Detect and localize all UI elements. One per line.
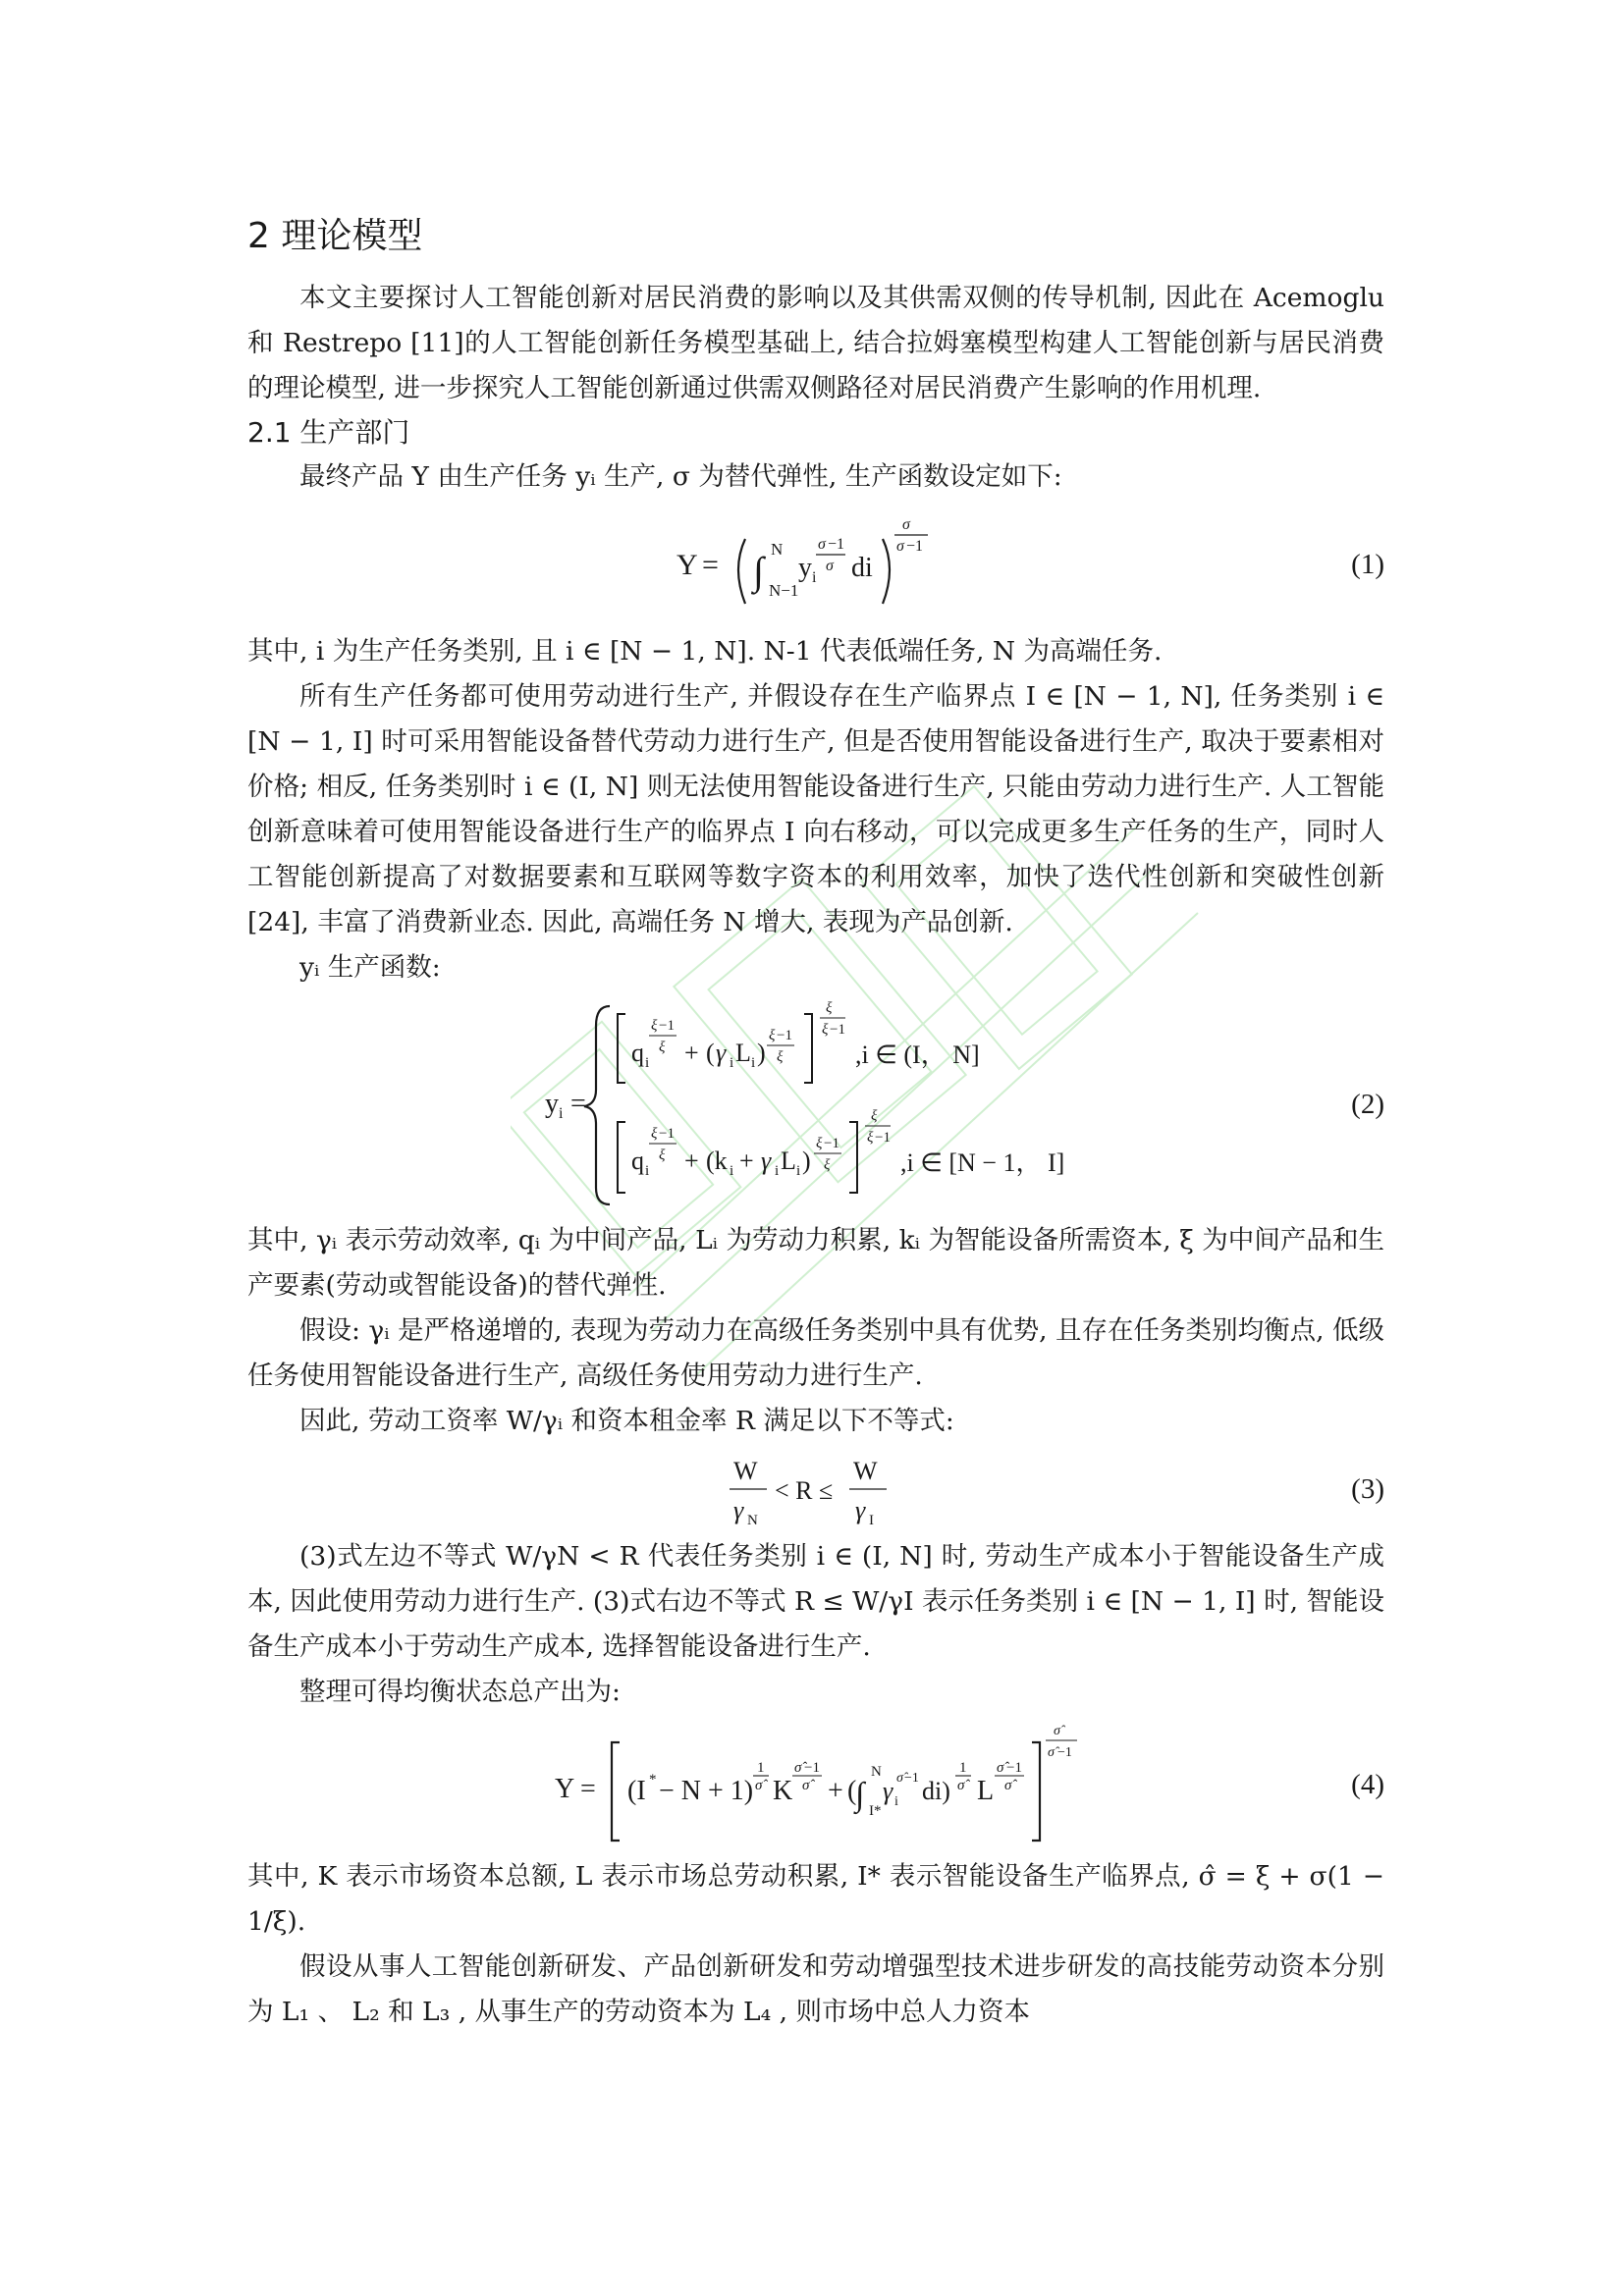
svg-text:γ: γ [855, 1496, 866, 1524]
svg-text:*: * [649, 1772, 657, 1788]
svg-text:∫: ∫ [855, 1777, 865, 1813]
svg-text:ξ: ξ [824, 1157, 831, 1173]
svg-text:σ̂: σ̂ [896, 1771, 903, 1786]
svg-text:ξ: ξ [826, 1000, 833, 1016]
svg-text:+: + [684, 1147, 699, 1175]
svg-text:1: 1 [959, 1760, 967, 1776]
svg-text:,i ∈ (I， N]: ,i ∈ (I， N] [855, 1041, 980, 1069]
svg-text:i: i [645, 1163, 650, 1179]
svg-text:< R ≤: < R ≤ [775, 1476, 834, 1505]
paper-body [247, 211, 1384, 2035]
svg-text:−1: −1 [1006, 1760, 1022, 1776]
svg-text:q: q [631, 1039, 644, 1067]
svg-text:σ: σ [818, 536, 826, 553]
svg-text:i: i [730, 1163, 734, 1179]
equation-3-formula [728, 1450, 904, 1528]
svg-text:y: y [545, 1089, 559, 1119]
svg-text:=: = [702, 549, 719, 581]
svg-text:ξ: ξ [659, 1040, 666, 1055]
paragraph-assumption: 假设: γᵢ 是严格递增的, 表现为劳动力在高级任务类别中具有优势, 且存在任务类别均衡点, 低级任务使用智能设备进行生产, 高级任务使用劳动力进行生产. [247, 1315, 1384, 1391]
paragraph-wage-rent: 因此, 劳动工资率 W/γᵢ 和资本租金率 R 满足以下不等式: [299, 1406, 954, 1436]
svg-text:Y: Y [677, 549, 698, 581]
svg-text:ξ: ξ [651, 1126, 658, 1142]
equation-1-formula [669, 506, 963, 623]
svg-text:ξ: ξ [816, 1136, 823, 1151]
svg-text:di: di [851, 553, 873, 583]
svg-text:−1: −1 [777, 1028, 792, 1043]
svg-text:−1: −1 [904, 1771, 919, 1786]
equation-4-formula [551, 1721, 1081, 1848]
svg-text:i: i [751, 1055, 756, 1071]
subsection-title: 2.1 生产部门 [247, 416, 410, 449]
svg-text:ξ: ξ [651, 1018, 658, 1034]
equation-2 [247, 996, 1384, 1212]
svg-text:−1: −1 [875, 1130, 891, 1146]
paragraph-inequality-interpretation: (3)式左边不等式 W/γN < R 代表任务类别 i ∈ (I, N] 时, 劳动生产成本小于智能设备生产成本, 因此使用劳动力进行生产. (3)式右边不等式 R ≤ W/γI 表示任务类别 i ∈ [N − 1, I] 时, 智能设备生产成本小于劳动生产成本, 选择智能设备进行生产. [247, 1541, 1384, 1662]
equation-3-number: (3) [1351, 1473, 1384, 1505]
section-title: 2 理论模型 [247, 216, 423, 256]
svg-text:σ̂: σ̂ [755, 1778, 763, 1793]
svg-text:(: ( [706, 1039, 715, 1067]
svg-text:γ: γ [883, 1777, 893, 1805]
svg-text:i: i [812, 569, 817, 586]
svg-text:(k: (k [706, 1147, 728, 1175]
svg-text:∫: ∫ [753, 549, 764, 593]
svg-text:Y: Y [555, 1774, 575, 1804]
equation-3 [247, 1450, 1384, 1528]
svg-text:N−1: N−1 [769, 581, 799, 600]
svg-text:γ: γ [761, 1147, 772, 1175]
svg-text:γ: γ [733, 1496, 744, 1524]
svg-text:−1: −1 [659, 1018, 675, 1034]
paragraph-equilibrium-label: 整理可得均衡状态总产出为: [299, 1677, 621, 1707]
svg-text:y: y [798, 553, 812, 583]
svg-text:σ̂: σ̂ [1054, 1724, 1060, 1738]
svg-text:ξ: ξ [777, 1049, 784, 1065]
paragraph-critical-point: 所有生产任务都可使用劳动进行生产, 并假设存在生产临界点 I ∈ [N − 1, N], 任务类别 i ∈ [N − 1, I] 时可采用智能设备替代劳动力进行生产, 但是否使用智能设备进行生产, 取决于要素相对价格; 相反, 任务类别时 i ∈ (I, N] 则无法使用智能设备进行生产, 只能由劳动力进行生产. 人工智能创新意味着可使用智能设备进行生产的临界点 I 向右移动，可以完成更多生产任务的生产，同时人工智能创新提高了对数据要素和互联网等数字资本的利用效率，加快了迭代性创新和突破性创新[24], 丰富了消费新业态. 因此, 高端任务 N 增大, 表现为产品创新. [247, 681, 1384, 937]
svg-text:i: i [775, 1163, 780, 1179]
svg-text:i: i [559, 1105, 564, 1122]
svg-text:i: i [894, 1794, 898, 1809]
svg-text:σ̂: σ̂ [997, 1760, 1004, 1776]
equation-4-number: (4) [1351, 1769, 1384, 1800]
svg-text:− N + 1): − N + 1) [659, 1776, 754, 1806]
svg-text:σ̂: σ̂ [1004, 1778, 1012, 1793]
svg-text:=: = [580, 1774, 596, 1804]
svg-text:W: W [733, 1457, 758, 1485]
paragraph-variable-definitions: 其中, γᵢ 表示劳动效率, qᵢ 为中间产品, Lᵢ 为劳动力积累, kᵢ 为智能设备所需资本, ξ 为中间产品和生产要素(劳动或智能设备)的替代弹性. [247, 1225, 1384, 1301]
svg-text:N: N [747, 1513, 758, 1528]
svg-text:L: L [735, 1039, 751, 1067]
svg-text:): ) [757, 1039, 766, 1067]
svg-text:σ: σ [902, 516, 910, 533]
equation-1-number: (1) [1351, 549, 1384, 580]
svg-text:L: L [781, 1147, 796, 1175]
svg-text:I*: I* [869, 1803, 882, 1819]
equation-2-number: (2) [1351, 1089, 1384, 1120]
svg-text:+: + [828, 1776, 843, 1806]
svg-text:−1: −1 [1057, 1745, 1072, 1760]
svg-text:N: N [771, 540, 784, 559]
svg-text:i: i [645, 1055, 650, 1071]
svg-text:(I: (I [627, 1776, 646, 1806]
svg-text:q: q [631, 1147, 644, 1175]
svg-text:σ̂: σ̂ [794, 1760, 802, 1776]
paragraph-symbols-definition: 其中, K 表示市场资本总额, L 表示市场总劳动积累, I* 表示智能设备生产临界点, σ̂ = ξ + σ(1 − 1/ξ). [247, 1861, 1384, 1937]
svg-text:): ) [802, 1147, 811, 1175]
svg-text:i: i [796, 1163, 801, 1179]
equation-2-formula [541, 996, 1091, 1212]
svg-text:i: i [730, 1055, 734, 1071]
svg-text:γ: γ [716, 1039, 727, 1067]
svg-text:I: I [869, 1513, 874, 1528]
svg-text:−1: −1 [906, 538, 924, 555]
paragraph-production-function-label: yᵢ 生产函数: [299, 952, 441, 983]
svg-text:ξ: ξ [769, 1028, 776, 1043]
svg-text:σ̂: σ̂ [802, 1778, 810, 1793]
svg-text:N: N [871, 1764, 882, 1780]
svg-text:−1: −1 [659, 1126, 675, 1142]
svg-text:σ̂: σ̂ [1048, 1745, 1055, 1760]
paragraph-intro: 本文主要探讨人工智能创新对居民消费的影响以及其供需双侧的传导机制, 因此在 Acemoglu 和 Restrepo [11]的人工智能创新任务模型基础上, 结合拉姆塞模型构建人工智能创新与居民消费的理论模型, 进一步探究人工智能创新通过供需双侧路径对居民消费产生影响的作用机理. [247, 283, 1384, 403]
svg-text:−1: −1 [828, 536, 845, 553]
paragraph-human-capital: 假设从事人工智能创新研发、产品创新研发和劳动增强型技术进步研发的高技能劳动资本分别为 L₁ 、 L₂ 和 L₃ , 从事生产的劳动资本为 L₄ , 则市场中总人力资本 [247, 1951, 1384, 2027]
svg-text:W: W [853, 1457, 878, 1485]
svg-text:di): di) [922, 1777, 950, 1805]
svg-text:ξ: ξ [659, 1148, 666, 1163]
svg-text:+: + [739, 1147, 754, 1175]
svg-text:ξ: ξ [871, 1108, 878, 1124]
svg-text:+: + [684, 1039, 699, 1067]
svg-text:ξ: ξ [822, 1022, 829, 1038]
svg-text:σ̂: σ̂ [957, 1778, 965, 1793]
svg-text:L: L [977, 1776, 995, 1806]
svg-text:−1: −1 [804, 1760, 820, 1776]
svg-text:−1: −1 [830, 1022, 845, 1038]
svg-text:ξ: ξ [867, 1130, 874, 1146]
svg-text:,i ∈ [N − 1， I]: ,i ∈ [N − 1， I] [900, 1148, 1065, 1177]
svg-text:σ: σ [896, 538, 904, 555]
equation-4 [247, 1721, 1384, 1848]
paragraph-production-intro: 最终产品 Y 由生产任务 yᵢ 生产, σ 为替代弹性, 生产函数设定如下: [299, 461, 1062, 492]
svg-text:1: 1 [757, 1760, 765, 1776]
svg-text:σ: σ [826, 558, 834, 574]
paragraph-task-range: 其中, i 为生产任务类别, 且 i ∈ [N − 1, N]. N-1 代表低端任务, N 为高端任务. [247, 636, 1163, 667]
svg-text:=: = [570, 1089, 586, 1119]
svg-text:K: K [773, 1776, 793, 1806]
svg-text:−1: −1 [824, 1136, 839, 1151]
equation-1 [247, 506, 1384, 623]
svg-text:(: ( [847, 1776, 857, 1806]
